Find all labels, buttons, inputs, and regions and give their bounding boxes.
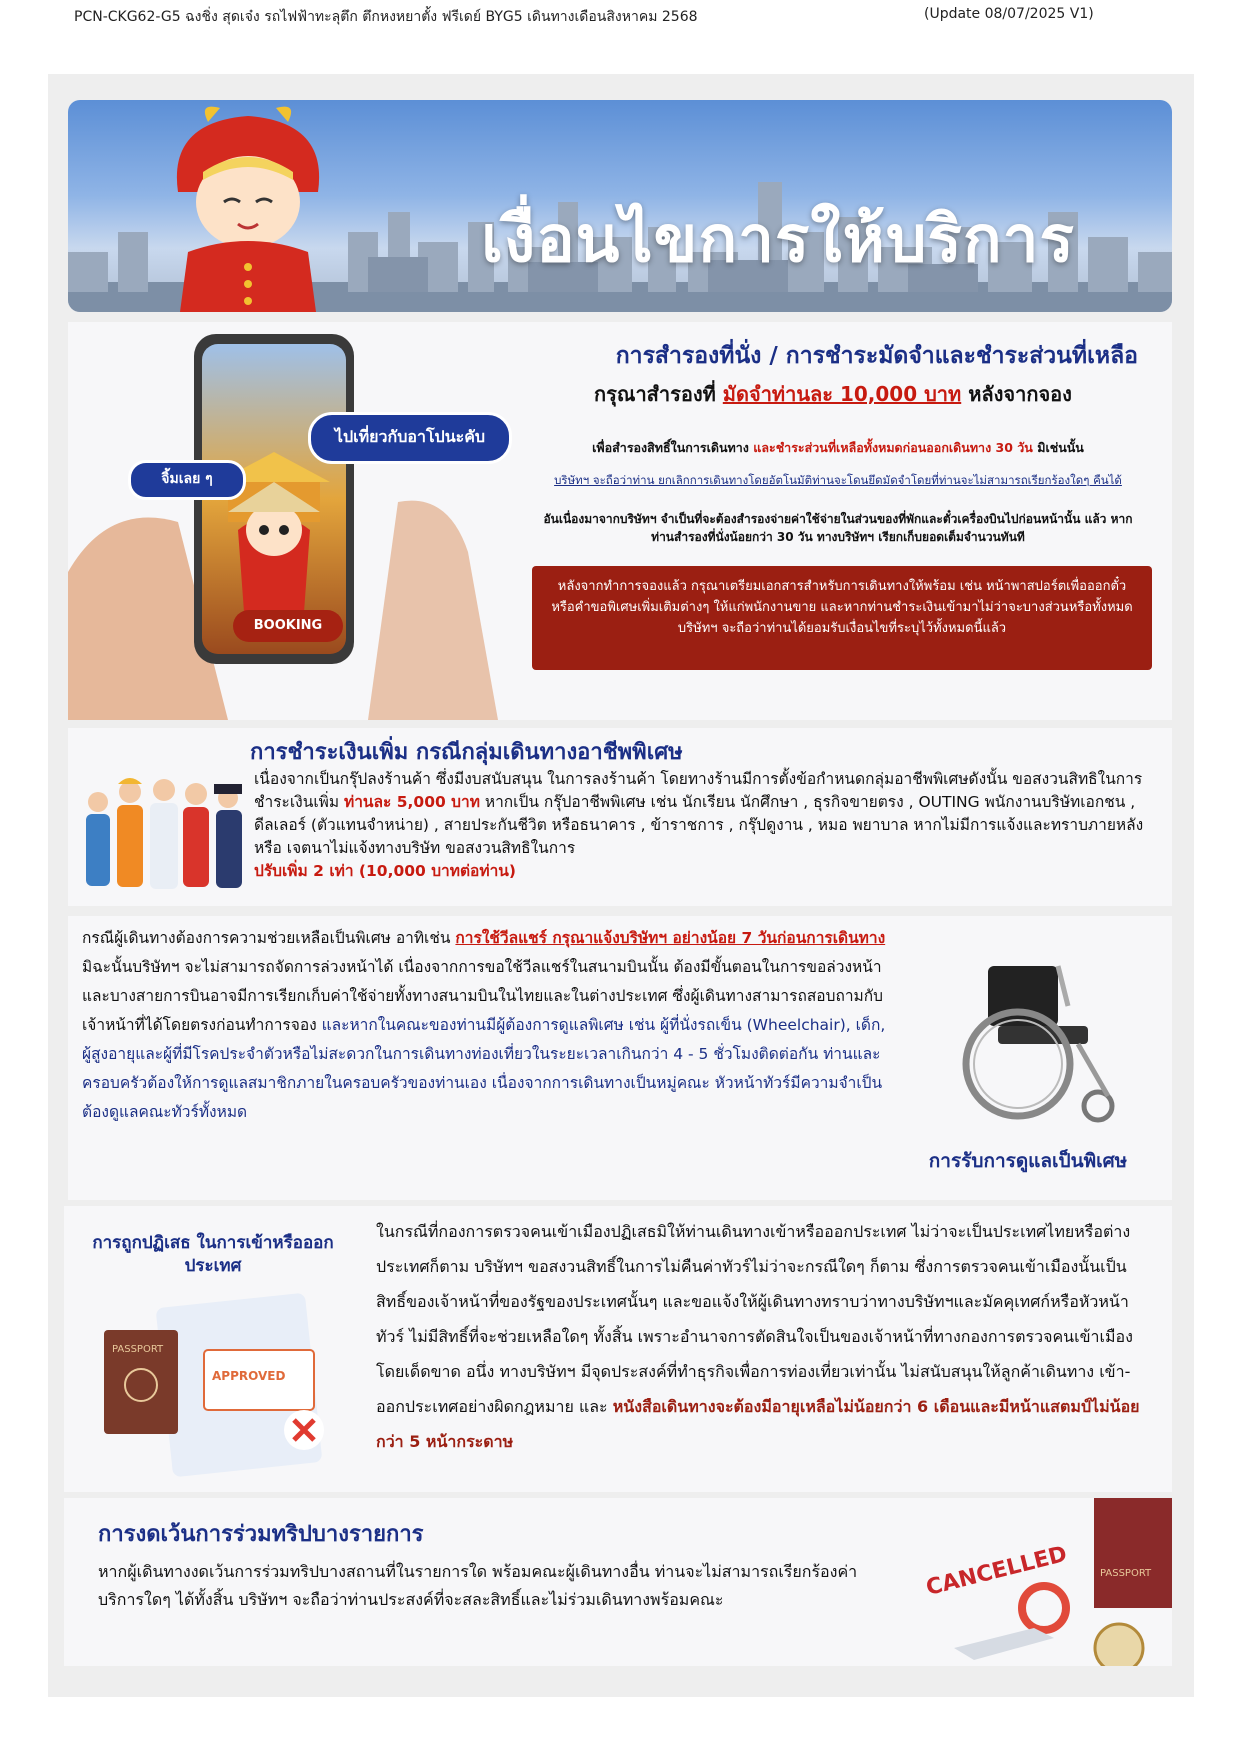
booking-section: [68, 322, 1172, 720]
special-care-body: [82, 924, 892, 1127]
phone-booking-illustration: [68, 322, 538, 720]
speech-bubble-small: จิ้มเลย ๆ: [128, 460, 246, 500]
dragon-mascot-illustration: [148, 102, 348, 312]
document-header: [74, 6, 1174, 30]
balance-deadline: และชำระส่วนที่เหลือทั้งหมดก่อนออกเดินทาง 30 วัน: [753, 440, 1033, 455]
skip-title: การงดเว้นการร่วมทริปบางรายการ: [98, 1522, 424, 1547]
cancelled-travel-illustration: [914, 1498, 1172, 1666]
cancelled-stamp: CANCELLED: [923, 1541, 1070, 1601]
deposit-text-a: กรุณาสำรองที่: [594, 382, 716, 406]
balance-line: [548, 438, 1128, 458]
denial-body: [376, 1214, 1156, 1459]
skip-body: หากผู้เดินทางงดเว้นการร่วมทริปบางสถานที่ในรายการใด พร้อมคณะผู้เดินทางอื่น ท่านจะไม่สามารถเรียกร้องค่าบริการใดๆ ได้ทั้งสิ้น บริษัทฯ จะถือว่าท่านประสงค์ที่จะสละสิทธิ์และไม่ร่วมเดินทางพร้อมคณะ: [98, 1562, 858, 1609]
occupation-text-a: เนื่องจากเป็นกรุ๊ปลงร้านค้า ซึ่งมีงบสนับสนุน ในการลงร้านค้า โดยทางร้านมีการตั้งข้อกำหนดกลุ่มอาชีพพิเศษดังนั้น ขอสงวนสิทธิในการชำระเงินเพิ่ม: [254, 770, 1143, 811]
tour-code-line: PCN-CKG62-G5 ฉงชิ่ง สุดเจ๋ง รถไฟฟ้าทะลุตึก ตึกหงหยาตั้ง ฟรีเดย์ BYG5 เดินทางเดือนสิงหาคม 2568: [74, 9, 698, 25]
deposit-line: [538, 378, 1128, 410]
occupation-title: การชำระเงินเพิ่ม กรณีกลุ่มเดินทางอาชีพพิเศษ: [250, 740, 683, 765]
update-label: (Update 08/07/2025 V1): [924, 6, 1094, 22]
occupation-fee: ท่านละ 5,000 บาท: [344, 793, 480, 811]
workers-illustration: [78, 762, 246, 892]
occupation-section: [68, 728, 1172, 906]
wheelchair-icon: [948, 946, 1138, 1126]
special-care-text-a: กรณีผู้เดินทางต้องการความช่วยเหลือเป็นพิเศษ อาทิเช่น: [82, 929, 451, 947]
immigration-denial-section: [64, 1206, 1172, 1492]
wheelchair-notice: การใช้วีลแชร์ กรุณาแจ้งบริษัทฯ อย่างน้อย 7 วันก่อนการเดินทาง: [455, 929, 886, 947]
conditions-banner: [68, 100, 1172, 312]
denial-text: ในกรณีที่กองการตรวจคนเข้าเมืองปฏิเสธมิให้ท่านเดินทางเข้าหรือออกประเทศ ไม่ว่าจะเป็นประเทศไทยหรือต่างประเทศก็ตาม บริษัทฯ ขอสงวนสิทธิ์ในการไม่คืนค่าทัวร์ไม่ว่าจะกรณีใดๆ ก็ตาม ซึ่งการตรวจคนเข้าเมืองนั้นเป็นสิทธิ์ของเจ้าหน้าที่ของรัฐของประเทศนั้นๆ และขอแจ้งให้ผู้เดินทางทราบว่าทางบริษัทฯและมัคคุเทศก์หรือหัวหน้าทัวร์ ไม่มีสิทธิ์ที่จะช่วยเหลือใดๆ ทั้งสิ้น เพราะอำนาจการตัดสินใจเป็นของเจ้าหน้าที่ทางกองการตรวจคนเข้าเมืองโดยเด็ดขาด อนึ่ง ทางบริษัทฯ มีจุดประสงค์ที่ทำธุรกิจเพื่อการท่องเที่ยวเท่านั้น ไม่สนับสนุนให้ลูกค้าเดินทาง เข้า-ออกประเทศอย่างผิดกฎหมาย และ: [376, 1222, 1133, 1416]
balance-text-b: มิเช่นนั้น: [1037, 440, 1084, 455]
approved-stamp-label: APPROVED: [212, 1369, 286, 1383]
deposit-amount: มัดจำท่านละ 10,000 บาท: [722, 382, 962, 406]
passport-label-cancel: PASSPORT: [1100, 1568, 1152, 1579]
special-care-caption: การรับการดูแลเป็นพิเศษ: [928, 1150, 1128, 1172]
speech-bubble-main: ไปเที่ยวกับอาโปนะคับ: [308, 412, 512, 464]
denial-title: การถูกปฏิเสธ ในการเข้าหรือออกประเทศ: [92, 1233, 334, 1276]
banner-title: เงื่อนไขการให้บริการ: [481, 203, 1075, 277]
booking-button[interactable]: BOOKING: [233, 610, 343, 642]
passport-visa-illustration: [104, 1290, 344, 1480]
special-care-text-b: มิฉะนั้นบริษัทฯ จะไม่สามารถจัดการล่วงหน้าได้ เนื่องจากการขอใช้วีลแชร์ในสนามบินนั้น ต้องมีขั้นตอนในการขอล่วงหน้า และบางสายการบินอาจมีการเรียกเก็บค่าใช้จ่ายทั้งทางสนามบินในไทยและในต่างประเทศ ซึ่งผู้เดินทางสามารถสอบถามกับเจ้าหน้าที่ได้โดยตรงก่อนทำการจอง: [82, 958, 883, 1034]
documents-notice-box: หลังจากทำการจองแล้ว กรุณาเตรียมเอกสารสำหรับการเดินทางให้พร้อม เช่น หน้าพาสปอร์ตเพื่อออกตั๋วหรือคำขอพิเศษเพิ่มเติมต่างๆ ให้แก่พนักงานขาย และหากท่านชำระเงินเข้ามาไม่ว่าจะบางส่วนหรือทั้งหมด บริษัทฯ จะถือว่าท่านได้ยอมรับเงื่อนไขที่ระบุไว้ทั้งหมดนี้แล้ว: [532, 566, 1152, 670]
full-payment-note: อันเนื่องมาจากบริษัทฯ จำเป็นที่จะต้องสำรองจ่ายค่าใช้จ่ายในส่วนของที่พักและตั๋วเครื่องบินไปก่อนหน้านั้น แล้ว หากท่านสำรองที่นั่งน้อยกว่า 30 วัน ทางบริษัทฯ เรียกเก็บยอดเต็มจำนวนทันที: [543, 512, 1133, 544]
passport-label: PASSPORT: [112, 1344, 164, 1355]
special-care-section: [68, 916, 1172, 1200]
skip-itinerary-section: [64, 1498, 1172, 1666]
balance-text-a: เพื่อสำรองสิทธิ์ในการเดินทาง: [592, 440, 749, 455]
cancellation-note: บริษัทฯ จะถือว่าท่าน ยกเลิกการเดินทางโดยอัตโนมัติท่านจะโดนยึดมัดจำโดยที่ท่านจะไม่สามารถเรียกร้องใดๆ คืนได้: [554, 473, 1122, 487]
occupation-penalty: ปรับเพิ่ม 2 เท่า (10,000 บาทต่อท่าน): [254, 862, 516, 880]
occupation-body: [254, 768, 1156, 883]
passport-validity-notice: หนังสือเดินทางจะต้องมีอายุเหลือไม่น้อยกว่า 6 เดือนและมีหน้าแสตมป์ไม่น้อยกว่า 5 หน้ากระดาษ: [376, 1397, 1140, 1451]
special-care-family-note: และหากในคณะของท่านมีผู้ต้องการดูแลพิเศษ เช่น ผู้ที่นั่งรถเข็น (Wheelchair), เด็ก, ผู้สูงอายุและผู้ที่มีโรคประจำตัวหรือไม่สะดวกในการเดินทางท่องเที่ยวในระยะเวลาเกินกว่า 4 - 5 ชั่วโมงติดต่อกัน ท่านและครอบครัวต้องให้การดูแลสมาชิกภายในครอบครัวของท่านเอง เนื่องจากการเดินทางเป็นหมู่คณะ หัวหน้าทัวร์มีความจำเป็นต้องดูแลคณะทัวร์ทั้งหมด: [82, 1016, 886, 1121]
occupation-text-b: หากเป็น กรุ๊ปอาชีพพิเศษ เช่น นักเรียน นักศึกษา , ธุรกิจขายตรง , OUTING พนักงานบริษัทเอกชน , ดีลเลอร์ (ตัวแทนจำหน่าย) , สายประกันชีวิต หรือธนาคาร , ข้าราชการ , กรุ๊ปดูงาน , หมอ พยาบาล หากไม่มีการแจ้งและทราบภายหลัง หรือ เจตนาไม่แจ้งทางบริษัท ขอสงวนสิทธิในการ: [254, 793, 1144, 857]
booking-title: การสำรองที่นั่ง / การชำระมัดจำและชำระส่วนที่เหลือ: [615, 343, 1138, 369]
deposit-text-b: หลังจากจอง: [968, 382, 1072, 406]
